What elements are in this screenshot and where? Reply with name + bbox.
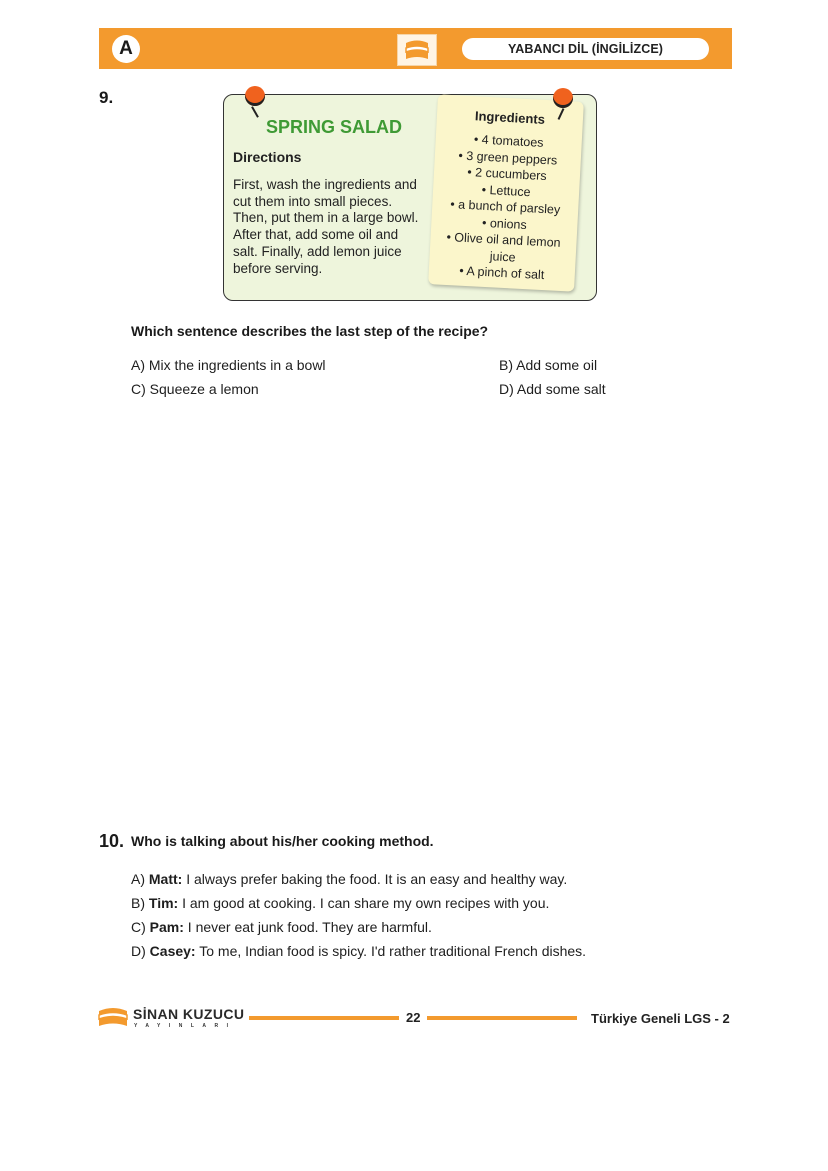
booklet-badge: A	[112, 35, 140, 63]
option-c[interactable]	[131, 919, 432, 935]
directions-line: salt. Finally, add lemon juice	[233, 243, 402, 259]
question-number: 10.	[99, 831, 125, 851]
pin-icon	[553, 88, 573, 120]
question-number: 9.	[99, 88, 114, 107]
ingredient-item: • 3 green peppers	[458, 147, 558, 168]
option-a[interactable]	[131, 871, 567, 887]
brand-subtitle: YAYINLARI	[134, 1023, 237, 1029]
option-letter: C)	[131, 381, 146, 397]
speaker-name: Pam:	[149, 919, 184, 935]
option-letter: B)	[131, 895, 145, 911]
page-number: 22	[406, 1010, 421, 1025]
option-b[interactable]	[131, 895, 549, 911]
directions-line: Then, put them in a large bowl.	[233, 210, 419, 226]
question-prompt: Who is talking about his/her cooking method.	[131, 833, 434, 849]
option-letter: A)	[131, 871, 145, 887]
option-text: Add some salt	[516, 381, 606, 397]
option-text: Add some oil	[516, 357, 598, 373]
directions-text	[233, 177, 433, 277]
option-text: I always prefer baking the food. It is an easy and healthy way.	[182, 871, 568, 887]
ingredient-item: • Lettuce	[481, 182, 531, 199]
ingredient-item: • onions	[481, 215, 528, 232]
option-text: I am good at cooking. I can share my own recipes with you.	[178, 895, 550, 911]
option-text: To me, Indian food is spicy. I'd rather traditional French dishes.	[195, 943, 587, 959]
ingredient-item: • 2 cucumbers	[466, 164, 548, 184]
ingredient-item: juice	[489, 248, 516, 265]
brand-name: SİNAN KUZUCU	[133, 1006, 245, 1022]
option-text: Squeeze a lemon	[149, 381, 259, 397]
directions-line: After that, add some oil and	[233, 227, 399, 243]
option-d[interactable]	[499, 381, 606, 397]
question-prompt: Which sentence describes the last step of the recipe?	[131, 323, 489, 339]
pin-icon	[245, 86, 265, 118]
directions-heading: Directions	[233, 149, 302, 165]
speaker-name: Matt:	[148, 871, 183, 887]
directions-line: before serving.	[233, 260, 323, 276]
exam-name: Türkiye Geneli LGS - 2	[591, 1011, 730, 1026]
ingredient-item: • a bunch of parsley	[449, 197, 561, 217]
ingredient-item: • 4 tomatoes	[473, 132, 544, 150]
ingredients-note	[428, 94, 584, 291]
speaker-name: Casey:	[149, 943, 196, 959]
directions-line: First, wash the ingredients and	[233, 177, 417, 192]
option-letter: D)	[499, 381, 514, 397]
option-letter: A)	[131, 357, 145, 373]
option-text: I never eat junk food. They are harmful.	[183, 919, 432, 935]
option-letter: B)	[499, 357, 513, 373]
footer-divider	[249, 1016, 399, 1020]
option-letter: C)	[131, 919, 146, 935]
footer-divider	[427, 1016, 577, 1020]
brand-logo-icon	[97, 1005, 129, 1034]
ingredient-item: • Olive oil and lemon	[446, 229, 561, 250]
subject-title: YABANCI DİL (İNGİLİZCE)	[462, 38, 709, 60]
option-d[interactable]	[131, 943, 586, 959]
option-c[interactable]	[131, 381, 259, 397]
option-a[interactable]	[131, 357, 326, 373]
ingredient-item: • A pinch of salt	[459, 263, 545, 283]
directions-line: cut them into small pieces.	[233, 193, 393, 209]
recipe-title: SPRING SALAD	[266, 117, 403, 137]
option-b[interactable]	[499, 357, 597, 373]
speaker-name: Tim:	[148, 895, 179, 911]
book-stack-icon	[397, 34, 437, 66]
option-text: Mix the ingredients in a bowl	[148, 357, 326, 373]
ingredients-heading: Ingredients	[474, 108, 546, 127]
option-letter: D)	[131, 943, 146, 959]
